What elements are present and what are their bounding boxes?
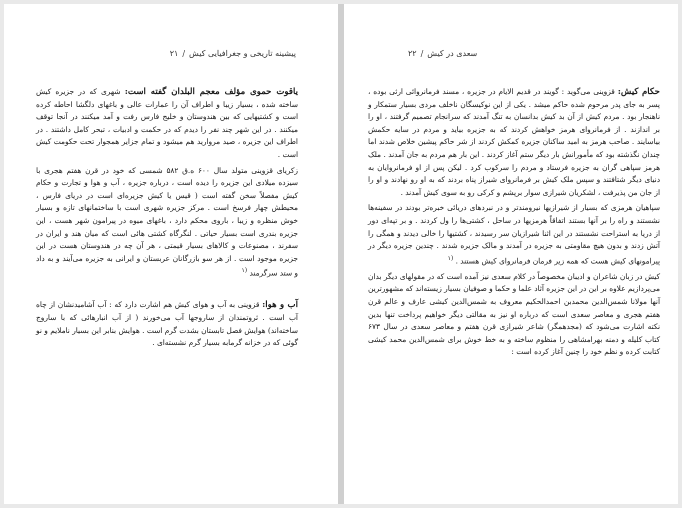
paragraph bbox=[368, 271, 660, 359]
left-header-separator: / bbox=[182, 48, 186, 58]
left-body-text bbox=[36, 86, 298, 350]
paragraph bbox=[36, 299, 298, 349]
paragraph-body: قزوینی می‌گوید : گویند در قدیم الایام در جزیره ، مسند فرمانروائی ارثی بوده ، پسر به جای پدر مرحوم شده حاکم میشد . یکی از این نوکیسگان ناخلف مردی بسیار ستمکار و ناهنجار بود . مردم کیش از آن بد کیش بدانسان به تنگ آمدند که سرانجام تصمیم گرفتند ، او را بر اندازند . از فرمانروای هرمز خواهش کردند که به جزیره بیاید و مردم در سایه حکمش بیاسایند . صاحب هرمز به امید ساکنان جزیره کمکش کردند از شر حاکم پیشین خلاص شدند اما چندان نگذشته بود که مأمورانش بار دیگر ستم آغاز کردند . این بار هم مردم به جان آمدند . ملک هرمز سپاهی گران به جزیره فرستاد و مردم را سرکوب کرد . لیکن پس از او فرمانروایان به دنیای دیگر شتافتند و سپس ملک کیش بر فرمانروای شیراز پناه بردند که به او رو نهادند و او را از جان من پذیرفت ، لشکریان شیرازی سوار برپشم و کرکی رو به سوی کیش آمدند . bbox=[368, 87, 660, 197]
paragraph-body: زکریای قزوینی متولد سال ۶۰۰ ه.ق ۵۸۲ شمسی که خود در قرن هفتم هجری با سیزده میلادی این جزیره را دیده است ، درباره جزیره ، آب و هوا و تجارت و حکام کیش مفصلاً سخن گفته است ( قیس یا کیش جزیره‌ای است در دریای فارس ، محیطش چهار فرسخ است . مرکز جزیره شهری است با ساختمانهای تازه و بسیار خوش منظره و زیبا ، باروی محکم دارد ، باغهای میوه در پیرامون شهر هست ، این جزیره بندری است بسیار حیاتی . لنگرگاه کشتی هائی است که میان هند و ایران در سفرند ، مصنوعات و کالاهای بسیار قیمتی ، هر آن چه در هندوستان هست در این جزیره موجود است . از هر سو بازرگانان عربستان و ایرانی به جزیره می‌آیند و به داد و ستد سرگرمند bbox=[36, 165, 298, 278]
footnote-marker: (۱ bbox=[241, 267, 248, 275]
right-running-header bbox=[368, 46, 660, 60]
left-header-title: پیشینه تاریخی و جغرافیایی کیش bbox=[189, 48, 296, 58]
paragraph-lead: یاقوت حموی مؤلف معجم البلدان گفته است: bbox=[124, 87, 298, 97]
paragraph-body: کیش در زبان شاعران و ادیبان مخصوصاً در کلام سعدی نیز آمده است که در مقولهای دیگر بدان می‌پردازیم علاوه بر این در این جزیره آثاد علما و حکما و صوفیان بسیار زیسته‌اند که مشهورترین آنها مولانا شمس‌الدین محمدبن احمدالحکیم معروف به شمس‌الدین کیشی عارف و عالم قرن هفتم هجری و معاصر سعدی است که درباره او نیز به مقالتی دیگر خواهیم پرداخت تنها بدین نکته اشارت می‌شود که (مجدهمگر) شاعر شیرازی قرن هفتم و معاصر سعدی در سال ۶۷۳ کتاب کلیله و دمنه بهرامشاهی را منظوم ساخته و به خط خوش برای شمس‌الدین محمد کیشی کتابت کرده و نظم خود را چنین آغاز کرده است : bbox=[368, 271, 660, 357]
footnote-marker: (۱ bbox=[447, 254, 454, 262]
left-running-header bbox=[36, 46, 298, 60]
paragraph bbox=[36, 165, 298, 281]
paragraph-body: شهری که در جزیره کیش ساخته شده ، بسیار زیبا و اطراف آن را عمارات عالی و باغهای دلگشا احاطه کرده است و کشتیهایی که بین هندوستان و خلیج فارس رفت و آمد میکنند در آنجا توقف میکنند . در این شهر چند نفر را دیدم که در حکمت و ادبیات ، تبحر کامل داشتند . در اطراف این جزیره ، صید مروارید هم میشود و تمام جزایر همجوار تحت حکومت کیش است . bbox=[36, 87, 298, 159]
right-body-text bbox=[368, 86, 660, 359]
right-page bbox=[344, 4, 678, 504]
paragraph bbox=[368, 86, 660, 199]
paragraph-lead: حکام کیش: bbox=[617, 87, 660, 97]
paragraph bbox=[368, 202, 660, 267]
paragraph bbox=[36, 86, 298, 162]
right-header-title: سعدی در کیش bbox=[427, 48, 478, 58]
left-page bbox=[4, 4, 338, 504]
right-header-separator: / bbox=[420, 48, 424, 58]
right-page-number: ۲۲ bbox=[408, 48, 417, 58]
left-page-number: ۲۱ bbox=[169, 48, 179, 58]
paragraph-body: سپاهیان هرمزی که بسیار از شیرازیها نیرومندتر و در نبردهای دریائی خبره‌تر بودند در سفینه‌ها نشستند و راه را بر آنها بستند اتفاقاً هرمزیها در ساحل ، کشتی‌ها را ول کردند . و بر تپه‌ای دور از دریا به استراحت نشستند در این اثنا شیرازیان سر رسیدند ، کشتیها را خالی دیدند و همگی را آتش زدند و بدون هیچ مقاومتی به جزیره در آمدند و مالک جزیره شدند . چندین جزیره دیگر در پیرامونهای کیش هست که همه زیر فرمان فرمانروای کیش هستند . bbox=[368, 203, 660, 266]
paragraph-body: قزوینی به آب و هوای کیش هم اشارت دارد که : آب آشامیدنشان از چاه آب است . ثروتمندان از ساروجها آب می‌خورند ( از آب انبارهائی که با ساروج ساخته‌اند) هوایش فصل تابستان بشدت گرم است . هوایش بنابر این بسیار ناملایم و نو گوئی که در خزانه گرمابه بسیار گرم نشسته‌ای . bbox=[36, 300, 298, 348]
paragraph-lead: آب و هوا: bbox=[262, 300, 298, 311]
